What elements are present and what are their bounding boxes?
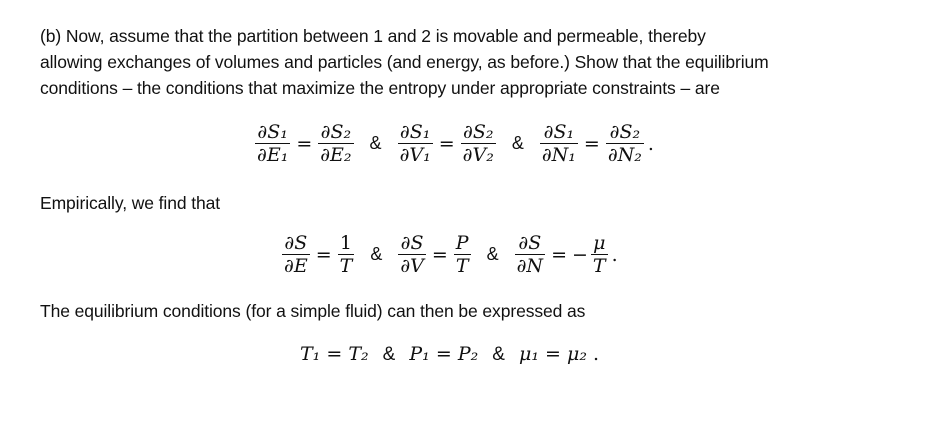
equals-sign: =: [583, 132, 600, 155]
T2-symbol: T₂: [348, 343, 369, 365]
ampersand: &: [511, 133, 524, 154]
numerator: ∂S₂: [609, 121, 641, 143]
P1-symbol: P₁: [409, 343, 430, 365]
equals-sign: =: [435, 343, 452, 365]
ampersand: &: [369, 133, 382, 154]
equals-sign: =: [438, 132, 455, 155]
numerator: 1: [339, 232, 353, 254]
denominator: ∂N: [516, 255, 544, 278]
ampersand: &: [492, 344, 505, 365]
numerator: ∂S₁: [543, 121, 575, 143]
period: .: [611, 243, 618, 266]
fraction-dS1-dE1: [255, 121, 290, 166]
period: .: [647, 132, 654, 155]
numerator: μ: [593, 232, 606, 254]
equals-sign: =: [296, 132, 313, 155]
equals-sign: =: [545, 343, 561, 365]
fraction-mu-over-T: [591, 232, 608, 277]
fraction-dS1-dV1: [398, 121, 433, 166]
numerator: ∂S: [400, 232, 424, 254]
fraction-dS-dV: [398, 232, 426, 277]
numerator: ∂S: [284, 232, 308, 254]
paragraph-b-line-3: conditions – the conditions that maximize the entropy under appropriate constraints – are: [40, 78, 720, 98]
empirical-text: Empirically, we find that: [40, 193, 221, 213]
entropy-derivatives-equation: [280, 232, 618, 277]
P2-symbol: P₂: [457, 343, 479, 365]
denominator: ∂N₂: [607, 144, 642, 167]
numerator: ∂S₂: [463, 121, 494, 143]
mu2-symbol: μ₂: [566, 343, 587, 365]
denominator: T: [455, 255, 469, 278]
paragraph-b-line-1: (b) Now, assume that the partition between 1 and 2 is movable and permeable, thereby: [40, 26, 706, 46]
denominator: ∂E₁: [257, 144, 289, 167]
ampersand: &: [370, 244, 383, 265]
denominator: ∂V₂: [462, 144, 494, 167]
paragraph-b: [40, 23, 769, 101]
fraction-dS1-dN1: [540, 121, 578, 166]
numerator: ∂S₁: [399, 121, 431, 143]
denominator: ∂E₂: [320, 144, 352, 167]
paragraph-b-line-2: allowing exchanges of volumes and particles (and energy, as before.) Show that the equilibrium: [40, 52, 769, 72]
numerator: P: [455, 232, 469, 254]
T1-symbol: T₁: [300, 343, 321, 365]
fraction-dS-dE: [282, 232, 310, 277]
ampersand: &: [486, 244, 499, 265]
equilibrium-expression-equation: [300, 343, 599, 366]
denominator: ∂N₁: [541, 144, 576, 167]
denominator: ∂V: [400, 255, 424, 278]
denominator: T: [339, 255, 353, 278]
fraction-1-over-T: [338, 232, 355, 277]
denominator: ∂E: [284, 255, 308, 278]
numerator: ∂S₁: [257, 121, 288, 143]
expressed-text: The equilibrium conditions (for a simple fluid) can then be expressed as: [40, 301, 586, 321]
numerator: ∂S₂: [320, 121, 352, 143]
fraction-dS2-dE2: [318, 121, 353, 166]
equals-sign: =: [315, 243, 332, 266]
fraction-dS-dN: [515, 232, 545, 277]
equilibrium-conditions-equation: [253, 121, 654, 166]
ampersand: &: [382, 344, 396, 365]
mu1-symbol: μ₁: [519, 343, 539, 365]
period: .: [593, 343, 600, 365]
minus-sign: −: [571, 243, 588, 266]
denominator: T: [592, 255, 606, 278]
denominator: ∂V₁: [399, 144, 431, 167]
equals-sign: =: [326, 343, 343, 365]
fraction-dS2-dV2: [461, 121, 496, 166]
equals-sign: =: [551, 243, 567, 266]
numerator: ∂S: [518, 232, 542, 254]
fraction-P-over-T: [454, 232, 471, 277]
fraction-dS2-dN2: [606, 121, 644, 166]
equals-sign: =: [431, 243, 448, 266]
